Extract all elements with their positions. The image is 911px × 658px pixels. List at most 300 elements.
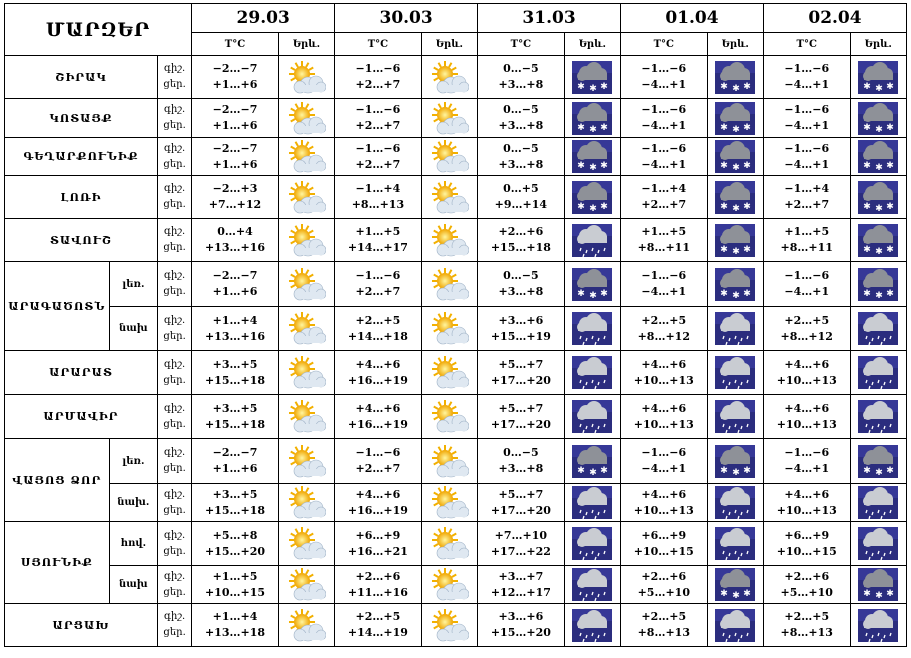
day-temp: +10…+13 bbox=[776, 373, 837, 387]
day-temp: +8…+12 bbox=[637, 329, 690, 343]
rain-cloud-icon bbox=[715, 486, 755, 519]
subzone-label: նախ bbox=[109, 566, 157, 604]
temp-cell bbox=[763, 56, 850, 99]
temp-cell bbox=[478, 307, 565, 351]
night-temp: +2…+5 bbox=[784, 610, 830, 623]
cond-col-header: Երև. bbox=[707, 33, 763, 56]
night-temp: +4…+6 bbox=[784, 487, 830, 501]
svg-text:✱: ✱ bbox=[720, 244, 729, 255]
svg-text:✱: ✱ bbox=[589, 83, 598, 94]
day-temp: +1…+6 bbox=[212, 462, 258, 475]
day-temp: +2…+7 bbox=[641, 198, 687, 211]
temp-cell bbox=[763, 395, 850, 439]
night-temp: −1…−6 bbox=[641, 446, 687, 459]
svg-text:✱: ✱ bbox=[863, 244, 872, 255]
night-temp: +7…+10 bbox=[494, 528, 548, 542]
svg-text:✱: ✱ bbox=[720, 161, 729, 171]
night-temp: +2…+6 bbox=[784, 569, 830, 583]
night-label: գիշ. bbox=[164, 358, 186, 370]
region-name: ՎԱՅՈՑ ՁՈՐ bbox=[5, 439, 110, 522]
svg-text:✱: ✱ bbox=[863, 288, 872, 299]
svg-text:✱: ✱ bbox=[600, 161, 609, 171]
svg-text:✱: ✱ bbox=[886, 465, 895, 476]
temp-cell bbox=[763, 262, 850, 307]
region-name: ԿՈՏԱՅՔ bbox=[5, 99, 158, 138]
temp-cell bbox=[192, 307, 279, 351]
weather-icon-cell bbox=[421, 56, 477, 99]
day-temp: +1…+6 bbox=[212, 78, 258, 91]
temp-cell bbox=[763, 99, 850, 138]
weather-icon-cell bbox=[564, 484, 620, 522]
date-header: 29.03 bbox=[192, 4, 335, 33]
night-temp: +1…+5 bbox=[641, 225, 687, 238]
temp-cell bbox=[621, 439, 708, 484]
weather-icon-cell bbox=[421, 219, 477, 262]
svg-text:✱: ✱ bbox=[743, 201, 752, 212]
rain-cloud-icon bbox=[572, 356, 612, 389]
sun-cloud-icon bbox=[286, 181, 326, 214]
svg-text:✱: ✱ bbox=[875, 246, 884, 257]
temp-cell bbox=[335, 351, 422, 395]
night-temp: +1…+4 bbox=[212, 610, 258, 623]
day-temp: +15…+20 bbox=[490, 626, 551, 639]
temp-cell bbox=[335, 138, 422, 176]
weather-icon-cell bbox=[278, 138, 334, 176]
weather-icon-cell bbox=[278, 439, 334, 484]
rain-cloud-icon bbox=[858, 400, 898, 433]
night-temp: 0…−5 bbox=[503, 103, 539, 116]
temp-col-header: T°C bbox=[192, 33, 279, 56]
table-title: ՄԱՐԶԵՐ bbox=[5, 4, 192, 56]
svg-text:✱: ✱ bbox=[863, 201, 872, 212]
day-temp: +15…+18 bbox=[204, 373, 266, 387]
temp-cell bbox=[192, 56, 279, 99]
svg-text:✱: ✱ bbox=[577, 122, 586, 133]
svg-text:✱: ✱ bbox=[886, 161, 895, 171]
day-temp: +10…+13 bbox=[633, 417, 694, 431]
temp-cell bbox=[621, 522, 708, 566]
day-temp: +10…+13 bbox=[776, 417, 837, 431]
sun-cloud-icon bbox=[286, 61, 326, 94]
weather-icon-cell bbox=[421, 566, 477, 604]
day-temp: −4…+1 bbox=[784, 78, 830, 91]
svg-text:✱: ✱ bbox=[720, 465, 729, 476]
temp-cell bbox=[192, 176, 279, 219]
svg-text:✱: ✱ bbox=[863, 589, 872, 599]
day-temp: +10…+15 bbox=[204, 585, 266, 599]
time-labels bbox=[157, 439, 191, 484]
weather-icon-cell bbox=[564, 566, 620, 604]
day-temp: +5…+10 bbox=[637, 585, 690, 599]
table-row bbox=[5, 56, 907, 99]
weather-icon-cell bbox=[421, 522, 477, 566]
svg-text:✱: ✱ bbox=[875, 83, 884, 94]
night-temp: −2…+3 bbox=[212, 182, 258, 195]
table-row bbox=[5, 219, 907, 262]
night-temp: +3…+5 bbox=[212, 357, 258, 371]
weather-icon-cell bbox=[421, 395, 477, 439]
day-temp: +1…+6 bbox=[212, 285, 258, 298]
day-label: ցեր. bbox=[163, 79, 186, 90]
time-labels bbox=[157, 307, 191, 351]
temp-cell bbox=[478, 604, 565, 647]
temp-cell bbox=[192, 604, 279, 647]
weather-icon-cell bbox=[850, 138, 906, 176]
sun-cloud-icon bbox=[286, 102, 326, 135]
table-row bbox=[5, 262, 907, 307]
time-labels bbox=[157, 219, 191, 262]
snow-cloud-icon bbox=[715, 140, 755, 173]
svg-text:✱: ✱ bbox=[863, 161, 872, 171]
day-temp: +8…+11 bbox=[780, 241, 833, 254]
time-labels bbox=[157, 176, 191, 219]
night-temp: +6…+9 bbox=[641, 528, 687, 542]
sun-cloud-icon bbox=[286, 268, 326, 301]
night-temp: −2…−7 bbox=[212, 269, 258, 282]
temp-cell bbox=[478, 138, 565, 176]
svg-text:✱: ✱ bbox=[720, 589, 729, 599]
table-row bbox=[5, 395, 907, 439]
sun-cloud-icon bbox=[286, 140, 326, 173]
subzone-label: նախ bbox=[109, 307, 157, 351]
night-temp: −1…−6 bbox=[355, 141, 401, 155]
weather-icon-cell bbox=[707, 351, 763, 395]
night-temp: +2…+6 bbox=[355, 569, 401, 583]
day-temp: +1…+6 bbox=[212, 119, 258, 132]
temp-col-header: T°C bbox=[621, 33, 708, 56]
sun-cloud-icon bbox=[429, 102, 469, 135]
sun-cloud-icon bbox=[286, 568, 326, 601]
temp-cell bbox=[478, 439, 565, 484]
temp-cell bbox=[621, 56, 708, 99]
day-label: ցեր. bbox=[163, 504, 186, 516]
weather-icon-cell bbox=[564, 56, 620, 99]
svg-text:✱: ✱ bbox=[600, 465, 609, 476]
day-temp: −4…+1 bbox=[641, 119, 687, 132]
night-label: գիշ. bbox=[164, 183, 186, 194]
temp-cell bbox=[763, 522, 850, 566]
snow-cloud-icon bbox=[715, 445, 755, 478]
weather-icon-cell bbox=[278, 604, 334, 647]
day-label: ցեր. bbox=[163, 545, 186, 557]
weather-icon-cell bbox=[421, 307, 477, 351]
temp-cell bbox=[335, 395, 422, 439]
snow-cloud-icon bbox=[572, 181, 612, 214]
svg-text:✱: ✱ bbox=[589, 467, 598, 478]
snow-cloud-icon bbox=[715, 224, 755, 257]
svg-text:✱: ✱ bbox=[732, 591, 741, 601]
snow-cloud-icon bbox=[858, 268, 898, 301]
snow-cloud-icon bbox=[572, 102, 612, 135]
night-temp: 0…−5 bbox=[503, 269, 539, 282]
day-temp: −4…+1 bbox=[641, 157, 687, 171]
night-temp: +2…+5 bbox=[355, 313, 401, 327]
temp-cell bbox=[335, 522, 422, 566]
weather-icon-cell bbox=[707, 522, 763, 566]
svg-text:✱: ✱ bbox=[886, 244, 895, 255]
svg-text:✱: ✱ bbox=[720, 81, 729, 92]
day-temp: +2…+7 bbox=[355, 285, 401, 298]
temp-cell bbox=[335, 56, 422, 99]
night-temp: −1…+4 bbox=[784, 182, 830, 195]
night-temp: +4…+6 bbox=[641, 357, 687, 371]
snow-cloud-icon bbox=[715, 181, 755, 214]
weather-icon-cell bbox=[850, 522, 906, 566]
day-temp: +16…+19 bbox=[347, 417, 408, 431]
weather-icon-cell bbox=[564, 262, 620, 307]
night-label: գիշ. bbox=[164, 314, 186, 326]
day-temp: +7…+12 bbox=[208, 198, 262, 211]
time-labels bbox=[157, 522, 191, 566]
sun-cloud-icon bbox=[429, 312, 469, 345]
rain-cloud-icon bbox=[858, 486, 898, 519]
weather-icon-cell bbox=[850, 566, 906, 604]
temp-cell bbox=[192, 566, 279, 604]
region-name: ԱՐՄԱՎԻՐ bbox=[5, 395, 158, 439]
svg-text:✱: ✱ bbox=[743, 161, 752, 171]
svg-text:✱: ✱ bbox=[863, 122, 872, 133]
night-temp: −1…−6 bbox=[641, 269, 687, 282]
weather-icon-cell bbox=[707, 395, 763, 439]
table-row bbox=[5, 176, 907, 219]
cond-col-header: Երև. bbox=[421, 33, 477, 56]
day-temp: +15…+18 bbox=[204, 503, 266, 517]
svg-text:✱: ✱ bbox=[886, 122, 895, 133]
day-label: ցեր. bbox=[163, 586, 186, 598]
rain-cloud-icon bbox=[572, 312, 612, 345]
svg-text:✱: ✱ bbox=[863, 465, 872, 476]
rain-cloud-icon bbox=[715, 609, 755, 642]
sun-cloud-icon bbox=[429, 568, 469, 601]
weather-icon-cell bbox=[707, 176, 763, 219]
temp-cell bbox=[621, 604, 708, 647]
snow-cloud-icon bbox=[715, 268, 755, 301]
svg-text:✱: ✱ bbox=[589, 203, 598, 214]
snow-cloud-icon bbox=[572, 61, 612, 94]
temp-cell bbox=[763, 484, 850, 522]
night-temp: +2…+5 bbox=[784, 313, 830, 327]
svg-text:✱: ✱ bbox=[720, 122, 729, 133]
night-temp: −1…−6 bbox=[641, 141, 687, 155]
temp-cell bbox=[478, 56, 565, 99]
night-label: գիշ. bbox=[164, 611, 186, 622]
weather-icon-cell bbox=[278, 307, 334, 351]
day-label: ցեր. bbox=[163, 374, 186, 386]
region-name: ՇԻՐԱԿ bbox=[5, 56, 158, 99]
time-labels bbox=[157, 351, 191, 395]
svg-text:✱: ✱ bbox=[732, 83, 741, 94]
day-temp: +8…+12 bbox=[780, 329, 833, 343]
night-label: գիշ. bbox=[164, 104, 186, 115]
table-row bbox=[5, 99, 907, 138]
date-header: 30.03 bbox=[335, 4, 478, 33]
temp-cell bbox=[763, 176, 850, 219]
temp-cell bbox=[478, 262, 565, 307]
day-temp: +17…+20 bbox=[490, 503, 551, 517]
day-temp: +14…+18 bbox=[347, 329, 408, 343]
weather-icon-cell bbox=[564, 522, 620, 566]
rain-cloud-icon bbox=[715, 312, 755, 345]
day-temp: −4…+1 bbox=[784, 285, 830, 298]
night-temp: +3…+7 bbox=[498, 569, 544, 583]
weather-icon-cell bbox=[278, 56, 334, 99]
svg-text:✱: ✱ bbox=[732, 246, 741, 257]
day-temp: +13…+16 bbox=[204, 329, 266, 343]
weather-icon-cell bbox=[421, 439, 477, 484]
table-row bbox=[5, 439, 907, 484]
svg-text:✱: ✱ bbox=[875, 124, 884, 135]
weather-icon-cell bbox=[421, 262, 477, 307]
day-temp: +15…+20 bbox=[204, 544, 266, 558]
cond-col-header: Երև. bbox=[564, 33, 620, 56]
day-temp: −4…+1 bbox=[784, 157, 830, 171]
weather-icon-cell bbox=[278, 522, 334, 566]
svg-text:✱: ✱ bbox=[886, 201, 895, 212]
weather-icon-cell bbox=[850, 56, 906, 99]
day-label: ցեր. bbox=[163, 242, 186, 253]
weather-icon-cell bbox=[421, 99, 477, 138]
rain-cloud-icon bbox=[572, 486, 612, 519]
temp-cell bbox=[478, 566, 565, 604]
temp-cell bbox=[478, 351, 565, 395]
night-temp: +6…+9 bbox=[784, 528, 830, 542]
night-temp: −1…+4 bbox=[641, 182, 687, 195]
sun-cloud-icon bbox=[286, 356, 326, 389]
night-temp: +6…+9 bbox=[355, 528, 401, 542]
svg-text:✱: ✱ bbox=[720, 201, 729, 212]
night-temp: 0…+5 bbox=[503, 182, 539, 195]
day-temp: +13…+16 bbox=[204, 241, 266, 254]
svg-text:✱: ✱ bbox=[720, 288, 729, 299]
svg-text:✱: ✱ bbox=[577, 201, 586, 212]
table-row bbox=[5, 604, 907, 647]
rain-cloud-icon bbox=[858, 356, 898, 389]
weather-icon-cell bbox=[421, 176, 477, 219]
weather-icon-cell bbox=[850, 439, 906, 484]
night-temp: −2…−7 bbox=[212, 103, 258, 116]
subzone-label: նախ. bbox=[109, 484, 157, 522]
night-temp: +4…+6 bbox=[355, 357, 401, 371]
day-label: ցեր. bbox=[163, 120, 186, 131]
sun-cloud-icon bbox=[429, 445, 469, 478]
temp-cell bbox=[478, 176, 565, 219]
rain-cloud-icon bbox=[858, 609, 898, 642]
svg-text:✱: ✱ bbox=[743, 81, 752, 92]
cond-col-header: Երև. bbox=[850, 33, 906, 56]
day-temp: −4…+1 bbox=[784, 119, 830, 132]
day-temp: +8…+13 bbox=[637, 626, 690, 639]
cond-col-header: Երև. bbox=[278, 33, 334, 56]
night-temp: −1…−6 bbox=[355, 269, 401, 282]
temp-cell bbox=[192, 219, 279, 262]
sun-cloud-icon bbox=[286, 312, 326, 345]
night-temp: +3…+6 bbox=[498, 313, 544, 327]
rain-cloud-icon bbox=[572, 400, 612, 433]
weather-icon-cell bbox=[421, 138, 477, 176]
day-label: ցեր. bbox=[163, 418, 186, 430]
day-temp: +10…+15 bbox=[633, 544, 694, 558]
day-temp: +5…+10 bbox=[780, 585, 833, 599]
temp-cell bbox=[478, 99, 565, 138]
region-name: ԱՐԱՐԱՏ bbox=[5, 351, 158, 395]
night-temp: −1…−6 bbox=[784, 446, 830, 459]
night-temp: −2…−7 bbox=[212, 446, 258, 459]
weather-icon-cell bbox=[850, 484, 906, 522]
day-temp: +3…+8 bbox=[498, 157, 544, 171]
temp-cell bbox=[621, 395, 708, 439]
region-name: ԳԵՂԱՐՔՈՒՆԻՔ bbox=[5, 138, 158, 176]
night-temp: −1…−6 bbox=[641, 62, 687, 75]
night-temp: −1…−6 bbox=[355, 62, 401, 75]
weather-icon-cell bbox=[278, 99, 334, 138]
night-temp: +2…+6 bbox=[641, 569, 687, 583]
sun-cloud-icon bbox=[429, 486, 469, 519]
rain-cloud-icon bbox=[572, 568, 612, 601]
snow-cloud-icon bbox=[715, 61, 755, 94]
temp-col-header: T°C bbox=[335, 33, 422, 56]
weather-icon-cell bbox=[707, 484, 763, 522]
day-label: ցեր. bbox=[163, 158, 186, 170]
table-row bbox=[5, 307, 907, 351]
rain-cloud-icon bbox=[572, 527, 612, 560]
temp-cell bbox=[763, 566, 850, 604]
svg-text:✱: ✱ bbox=[600, 122, 609, 133]
temp-cell bbox=[763, 219, 850, 262]
region-name: ԱՐՑԱԽ bbox=[5, 604, 158, 647]
temp-cell bbox=[192, 395, 279, 439]
night-temp: −1…−6 bbox=[355, 446, 401, 459]
day-temp: +10…+15 bbox=[776, 544, 837, 558]
night-label: գիշ. bbox=[164, 270, 186, 281]
night-temp: −1…−6 bbox=[784, 103, 830, 116]
day-label: ցեր. bbox=[163, 463, 186, 474]
svg-text:✱: ✱ bbox=[743, 288, 752, 299]
sun-cloud-icon bbox=[429, 400, 469, 433]
time-labels bbox=[157, 56, 191, 99]
night-temp: +2…+5 bbox=[641, 610, 687, 623]
date-header: 01.04 bbox=[621, 4, 764, 33]
day-temp: +15…+19 bbox=[490, 329, 551, 343]
forecast-table bbox=[4, 3, 907, 647]
weather-icon-cell bbox=[564, 351, 620, 395]
sun-cloud-icon bbox=[429, 609, 469, 642]
temp-cell bbox=[478, 484, 565, 522]
svg-text:✱: ✱ bbox=[886, 589, 895, 599]
sun-cloud-icon bbox=[429, 356, 469, 389]
snow-cloud-icon bbox=[858, 102, 898, 135]
time-labels bbox=[157, 138, 191, 176]
day-temp: +2…+7 bbox=[355, 119, 401, 132]
day-temp: +10…+13 bbox=[633, 373, 694, 387]
temp-cell bbox=[621, 566, 708, 604]
day-temp: +12…+17 bbox=[490, 585, 551, 599]
svg-text:✱: ✱ bbox=[577, 288, 586, 299]
temp-cell bbox=[192, 351, 279, 395]
day-temp: +3…+8 bbox=[498, 285, 544, 298]
weather-icon-cell bbox=[278, 484, 334, 522]
temp-cell bbox=[763, 439, 850, 484]
day-temp: +14…+17 bbox=[347, 241, 408, 254]
temp-cell bbox=[621, 219, 708, 262]
night-temp: +4…+6 bbox=[784, 401, 830, 415]
night-temp: +5…+7 bbox=[498, 357, 544, 371]
snow-cloud-icon bbox=[572, 445, 612, 478]
snow-cloud-icon bbox=[858, 445, 898, 478]
weather-icon-cell bbox=[850, 395, 906, 439]
temp-cell bbox=[335, 99, 422, 138]
night-label: գիշ. bbox=[164, 402, 186, 414]
temp-cell bbox=[192, 138, 279, 176]
